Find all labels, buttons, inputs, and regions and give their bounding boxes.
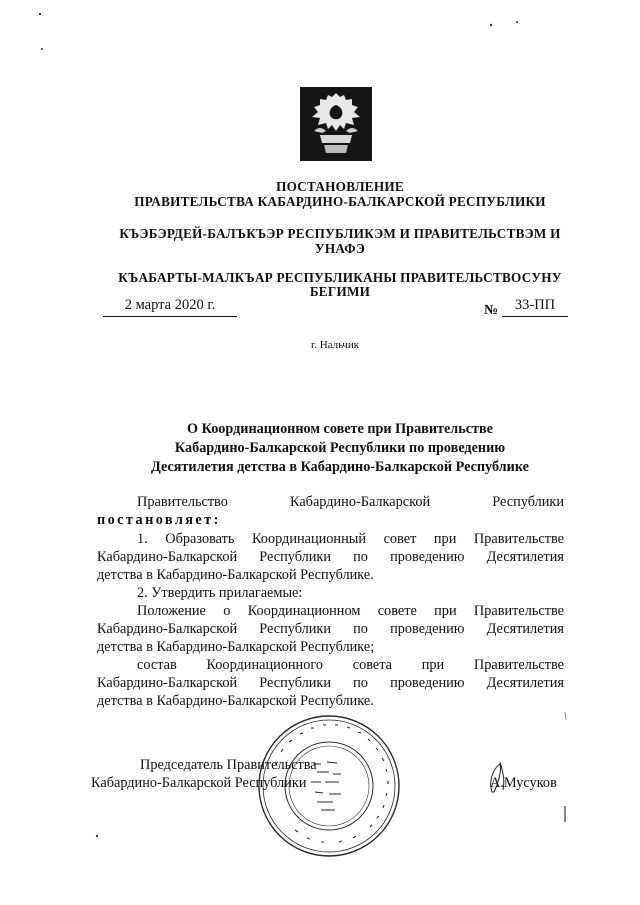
coat-of-arms-icon: [300, 87, 372, 161]
authority-krc-line1: КЪАБАРТЫ-МАЛКЪАР РЕСПУБЛИКАНЫ ПРАВИТЕЛЬСТВОСУНУ: [118, 270, 562, 285]
body-p5-line2: Кабардино-Балкарской Республики по проведению Десятилетия: [97, 675, 564, 691]
authority-kbd-line1: КЪЭБЭРДЕЙ-БАЛЪКЪЭР РЕСПУБЛИКЭМ И ПРАВИТЕЛЬСТВЭМ И: [119, 226, 561, 241]
body-p2-line2: Кабардино-Балкарской Республики по проведению Десятилетия: [97, 549, 564, 565]
document-date: 2 марта 2020 г.: [103, 297, 237, 317]
title-line1: О Координационном совете при Правительстве: [187, 421, 493, 437]
body-p5-line1: состав Координационного совета при Правительстве: [137, 657, 564, 673]
document-type: ПОСТАНОВЛЕНИЕ: [276, 179, 404, 194]
body-p1-line1: Правительство Кабардино-Балкарской Республики: [137, 494, 564, 510]
signatory-position-line1: Председатель Правительства: [140, 757, 317, 773]
title-line2: Кабардино-Балкарской Республики по проведению: [174, 440, 506, 456]
body-p4-line3: детства в Кабардино-Балкарской Республике;: [97, 639, 375, 655]
body-p2-line1: 1. Образовать Координационный совет при Правительстве: [137, 531, 564, 547]
document-number: 33-ПП: [502, 297, 568, 317]
signatory-name: А.Мусуков: [490, 775, 557, 791]
body-p5-line3: детства в Кабардино-Балкарской Республике.: [97, 693, 374, 709]
city: г. Нальчик: [310, 339, 360, 351]
signatory-position-line2: Кабардино-Балкарской Республики: [91, 775, 307, 791]
body-p3-line1: 2. Утвердить прилагаемые:: [137, 585, 303, 601]
number-label: №: [484, 303, 499, 318]
body-decree-word: постановляет:: [97, 512, 221, 528]
body-p4-line2: Кабардино-Балкарской Республики по проведению Десятилетия: [97, 621, 564, 637]
body-p2-line3: детства в Кабардино-Балкарской Республике.: [97, 567, 374, 583]
authority-krc-line2: БЕГИМИ: [309, 284, 371, 299]
authority-ru: ПРАВИТЕЛЬСТВА КАБАРДИНО-БАЛКАРСКОЙ РЕСПУБЛИКИ: [134, 194, 546, 209]
body-p4-line1: Положение о Координационном совете при Правительстве: [137, 603, 564, 619]
authority-kbd-line2: УНАФЭ: [314, 241, 366, 256]
title-line3: Десятилетия детства в Кабардино-Балкарской Республике: [151, 459, 529, 475]
